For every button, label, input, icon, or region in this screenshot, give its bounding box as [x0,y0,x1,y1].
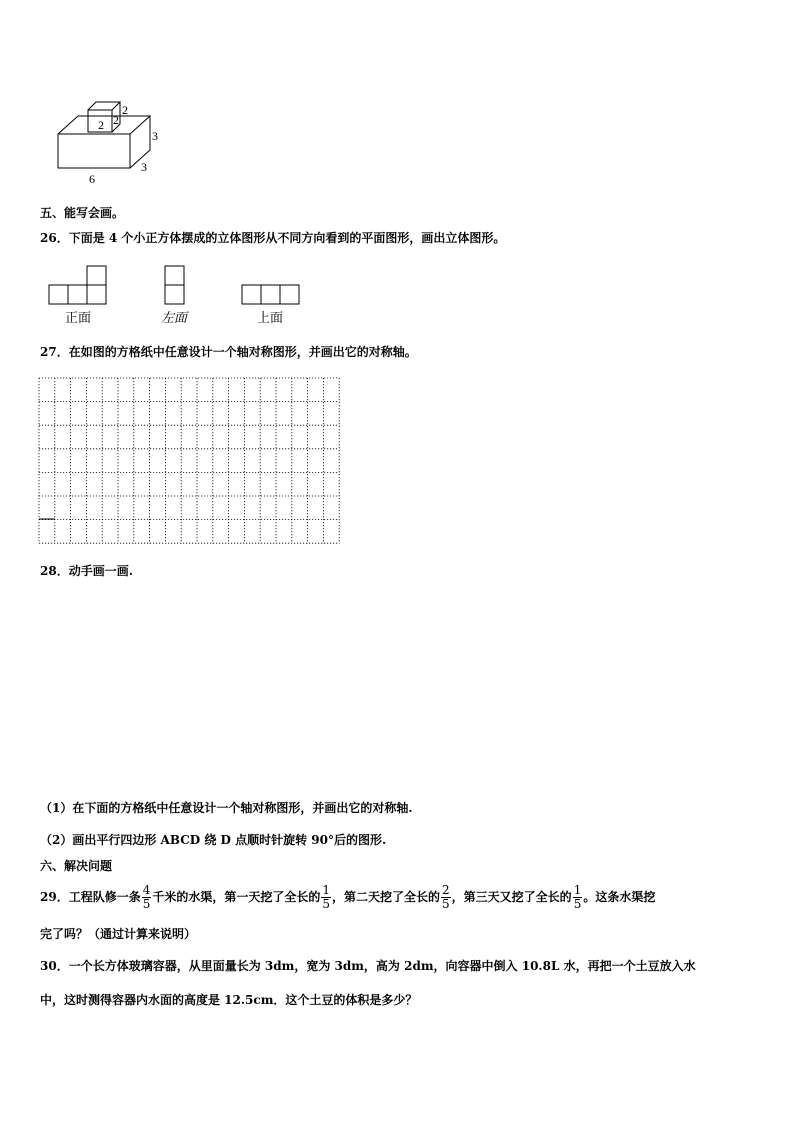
section-6-title: 六、解决问题 [40,859,113,873]
question-28-sub1: （1）在下面的方格纸中任意设计一个轴对称图形，并画出它的对称轴. [40,801,413,815]
question-30-line2: 中，这时测得容器内水面的高度是 12.5cm．这个土豆的体积是多少？ [40,993,418,1007]
fraction-denominator: 5 [142,897,151,911]
top-view-label: 上面 [257,311,284,326]
question-29-text-part1: 工程队修一条 [68,890,141,904]
question-29-line1 [40,880,655,914]
fraction-numerator: 1 [573,883,582,897]
cuboid-length-label: 6 [89,172,95,186]
fraction-denominator: 5 [322,897,331,911]
cuboid-height-label: 3 [152,129,158,143]
dotted-grid[interactable] [36,374,342,546]
fraction-denominator: 5 [573,897,582,911]
fraction-2-5 [441,884,451,911]
fraction-numerator: 2 [442,883,450,897]
fraction-denominator: 5 [442,897,450,911]
left-view-label: 左面 [161,311,188,326]
front-view-figure [48,264,108,306]
fraction-1-5-first [321,884,331,911]
question-30-line1 [40,958,696,974]
fraction-numerator: 4 [142,883,151,897]
question-28 [40,563,133,579]
question-29-text-part2: 千米的水渠，第一天挖了全长的 [152,890,321,904]
cuboid-figure [44,96,174,188]
cube-width-label: 2 [98,118,104,132]
fraction-numerator: 1 [322,883,331,897]
question-29-number: 29． [40,890,69,904]
question-27 [40,344,417,360]
fraction-1-5-second [573,884,583,911]
question-29-text-part4: ，第三天又挖了全长的 [451,890,572,904]
question-27-text: 在如图的方格纸中任意设计一个轴对称图形，并画出它的对称轴。 [68,345,417,359]
question-27-number: 27． [40,345,69,359]
question-29-text-part5: 。这条水渠挖 [583,890,656,904]
cube-height-label: 2 [122,103,128,117]
question-29-text-part3: ，第二天挖了全长的 [332,890,441,904]
question-28-number: 28． [40,564,69,578]
question-29-line2: 完了吗？（通过计算来说明） [40,927,197,941]
fraction-4-5 [142,884,152,911]
cuboid-depth-label: 3 [141,160,147,174]
left-view-figure [163,264,187,306]
question-28-sub2: （2）画出平行四边形 ABCD 绕 D 点顺时针旋转 90°后的图形. [40,833,387,847]
question-28-text: 动手画一画. [68,564,133,578]
question-30-number: 30． [40,959,69,973]
top-view-figure [241,284,303,306]
front-view-label: 正面 [65,311,92,326]
question-26 [40,230,505,246]
section-5-title: 五、能写会画。 [40,206,125,220]
question-26-number: 26． [40,231,69,245]
question-30-text-line1: 一个长方体玻璃容器，从里面量长为 3dm，宽为 3dm，高为 2dm，向容器中倒入 10.8L 水，再把一个土豆放入水 [68,959,696,973]
cube-depth-label: 2 [113,113,119,127]
question-26-text: 下面是 4 个小正方体摆成的立体图形从不同方向看到的平面图形，画出立体图形。 [68,231,506,245]
